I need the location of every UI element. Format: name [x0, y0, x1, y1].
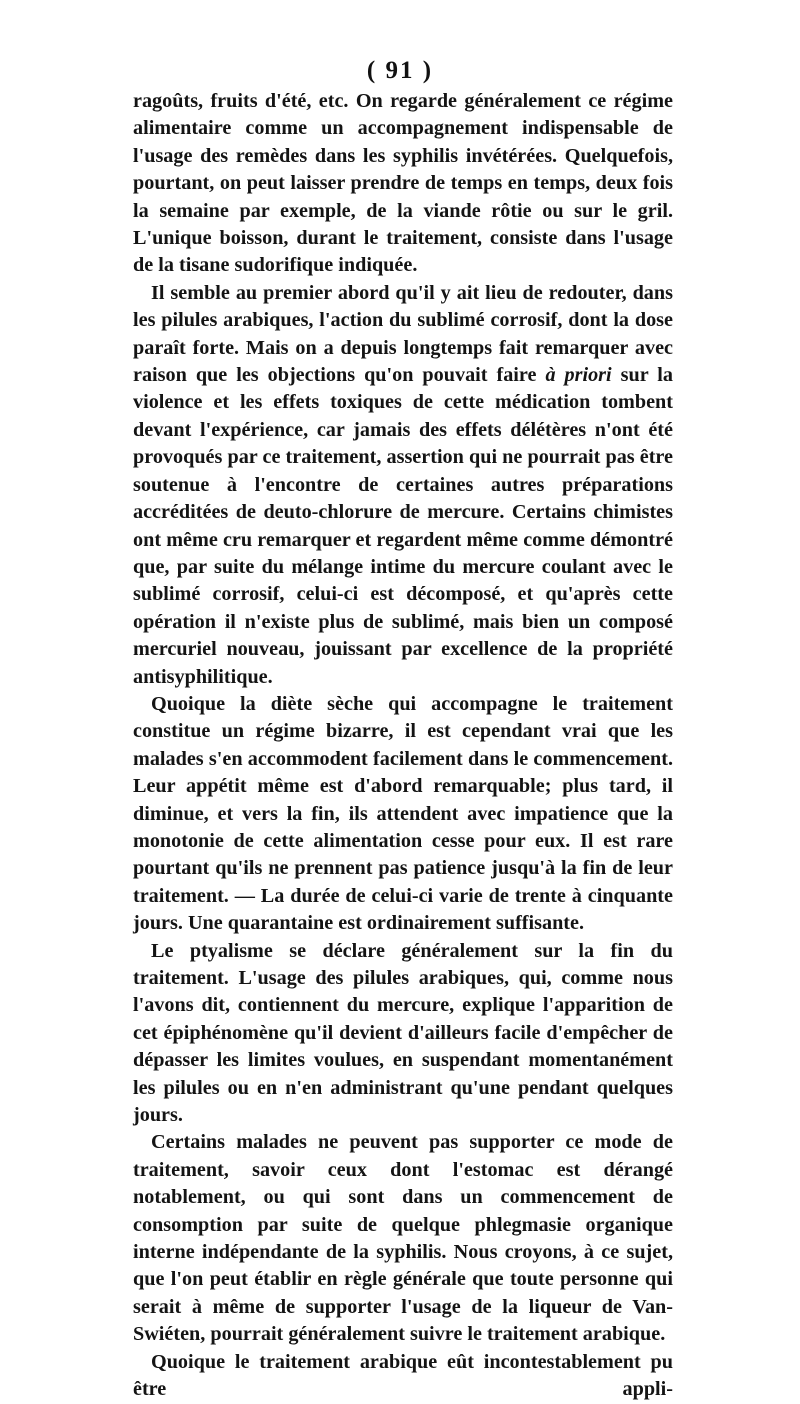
- body-text: [133, 88, 673, 1404]
- paragraph-6: Quoique le traitement arabique eût incontestablement pu être appli-: [133, 1350, 673, 1401]
- paragraph-2-start: Il semble au premier abord qu'il y ait lieu de redouter, dans les pilules arabiques, l'action du sublimé corrosif, dont la dose paraît forte. Mais on a depuis longtemps fait remarquer avec raison que les objections qu'on pouvait faire: [133, 281, 673, 387]
- paragraph-5: Certains malades ne peuvent pas supporter ce mode de traitement, savoir ceux dont l'estomac est dérangé notablement, ou qui sont dans un commencement de consomption par suite de quelque phlegmasie organique interne indépendante de la syphilis. Nous croyons, à ce sujet, que l'on peut établir en règle générale que toute personne qui serait à même de supporter l'usage de la liqueur de Van-Swiéten, pourrait généralement suivre le traitement arabique.: [133, 1131, 673, 1346]
- italic-a-priori: à priori: [545, 364, 612, 387]
- paragraph-4: Le ptyalisme se déclare généralement sur la fin du traitement. L'usage des pilules arabiques, qui, comme nous l'avons dit, contiennent du mercure, explique l'apparition de cet épiphénomène qu'il devient d'ailleurs facile d'empêcher de dépasser les limites voulues, en suspendant momentanément les pilules ou en n'en administrant qu'une pendant quelques jours.: [133, 939, 673, 1127]
- page-number: ( 91 ): [366, 57, 434, 84]
- paragraph-3: Quoique la diète sèche qui accompagne le traitement constitue un régime bizarre, il est cependant vrai que les malades s'en accommodent facilement dans le commencement. Leur appétit même est d'abord remarquable; plus tard, il diminue, et vers la fin, ils attendent avec impatience que la monotonie de cette alimentation cesse pour eux. Il est rare pourtant qu'ils ne prennent pas patience jusqu'à la fin de leur traitement. — La durée de celui-ci varie de trente à cinquante jours. Une quarantaine est ordinairement suffisante.: [133, 692, 673, 935]
- paragraph-2: [133, 280, 673, 691]
- paragraph-1: ragoûts, fruits d'été, etc. On regarde généralement ce régime alimentaire comme un accompagnement indispensable de l'usage des remèdes dans les syphilis invétérées. Quelquefois, pourtant, on peut laisser prendre de temps en temps, deux fois la semaine par exemple, de la viande rôtie ou sur le gril. L'unique boisson, durant le traitement, consiste dans l'usage de la tisane sudorifique indiquée.: [133, 90, 673, 277]
- paragraph-2-end: sur la violence et les effets toxiques de cette médication tombent devant l'expérience, car jamais des effets délétères n'ont été provoqués par ce traitement, assertion qui ne pourrait pas être soutenue à l'encontre de certaines autres préparations accréditées de deuto-chlorure de mercure. Certains chimistes ont même cru remarquer et regardent même comme démontré que, par suite du mélange intime du mercure coulant avec le sublimé corrosif, celui-ci est décomposé, et qu'après cette opération il n'existe plus de sublimé, mais bien un composé mercuriel nouveau, jouissant par excellence de la propriété antisyphilitique.: [133, 364, 673, 688]
